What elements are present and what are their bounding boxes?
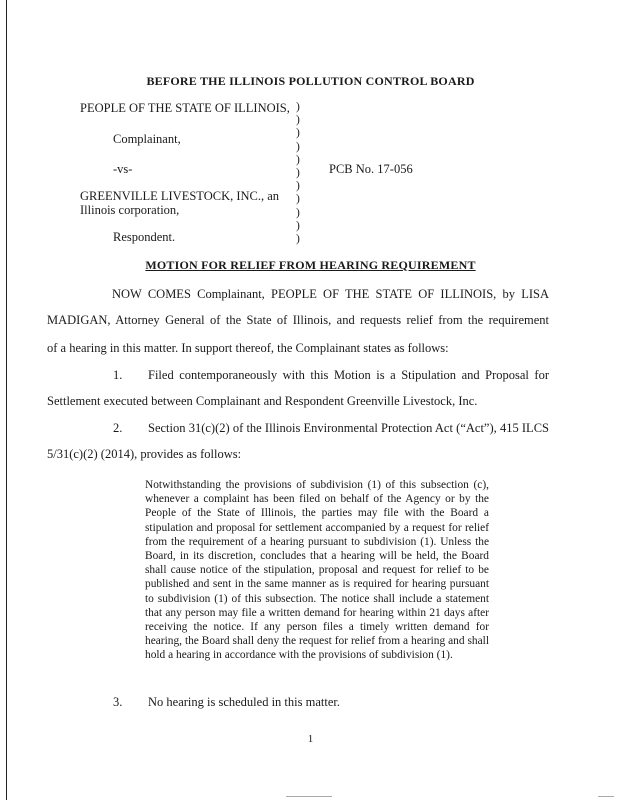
item-1-line-2: Settlement executed between Complainant and Respondent Greenville Livestock, Inc. — [47, 394, 478, 408]
item-1-number: 1. — [113, 368, 123, 382]
caption-paren: ) — [296, 114, 300, 127]
caption-paren: ) — [296, 193, 300, 206]
page-edge-line — [6, 0, 7, 800]
item-2-line-1: Section 31(c)(2) of the Illinois Environmental Protection Act (“Act”), 415 ILCS — [148, 421, 549, 435]
caption-paren: ) — [296, 219, 300, 232]
caption-defendant-line2: Illinois corporation, — [80, 203, 180, 217]
item-3-line-1: No hearing is scheduled in this matter. — [148, 695, 340, 709]
page-number: 1 — [307, 733, 314, 745]
scan-artifact — [598, 796, 614, 797]
statute-block-quote: Notwithstanding the provisions of subdivision (1) of this subsection (c), whenever a complaint has been filed on behalf of the Agency or by the People of the State of Illinois, the parties may file with the Board a stipulation and proposal for settlement accompanied by a request for relief from the requirement of a hearing pursuant to subdivision (1). Unless the Board, in its discretion, concludes that a hearing will be held, the Board shall cause notice of the stipulation, proposal and request for relief to be published and sent in the same manner as is required for hearing pursuant to subdivision (1) of this subsection. The notice shall include a statement that any person may file a written demand for hearing within 21 days after receiving the notice. If any person files a timely written demand for hearing, the Board shall deny the request for relief from a hearing and shall hold a hearing in accordance with the provisions of subdivision (1). — [145, 479, 489, 662]
caption-versus: -vs- — [113, 162, 133, 176]
item-1-line-1: Filed contemporaneously with this Motion is a Stipulation and Proposal for — [148, 368, 549, 382]
court-title: BEFORE THE ILLINOIS POLLUTION CONTROL BOARD — [146, 74, 475, 88]
caption-paren-column — [296, 101, 300, 246]
item-2-number: 2. — [113, 421, 123, 435]
item-3-number: 3. — [113, 695, 123, 709]
intro-line-1: NOW COMES Complainant, PEOPLE OF THE STATE OF ILLINOIS, by LISA — [112, 287, 549, 301]
caption-paren: ) — [296, 101, 300, 113]
intro-line-2: MADIGAN, Attorney General of the State of Illinois, and requests relief from the requirement — [47, 313, 549, 327]
caption-defendant-line1: GREENVILLE LIVESTOCK, INC., an — [80, 189, 280, 203]
caption-plaintiff-role: Complainant, — [113, 132, 181, 146]
intro-line-3: of a hearing in this matter. In support thereof, the Complainant states as follows: — [47, 341, 449, 355]
caption-paren: ) — [296, 140, 300, 153]
case-number: PCB No. 17-056 — [329, 162, 413, 176]
motion-title-wrap — [0, 258, 621, 273]
caption-defendant-role: Respondent. — [113, 230, 176, 244]
caption-paren: ) — [296, 180, 300, 193]
caption-paren: ) — [296, 127, 300, 140]
caption-paren: ) — [296, 206, 300, 219]
caption-paren: ) — [296, 233, 300, 246]
scan-artifact — [286, 796, 332, 797]
caption-paren: ) — [296, 153, 300, 166]
caption-paren: ) — [296, 167, 300, 180]
caption-plaintiff: PEOPLE OF THE STATE OF ILLINOIS, — [80, 101, 290, 115]
motion-title: MOTION FOR RELIEF FROM HEARING REQUIREMENT — [145, 258, 476, 272]
item-2-line-2: 5/31(c)(2) (2014), provides as follows: — [47, 447, 242, 461]
